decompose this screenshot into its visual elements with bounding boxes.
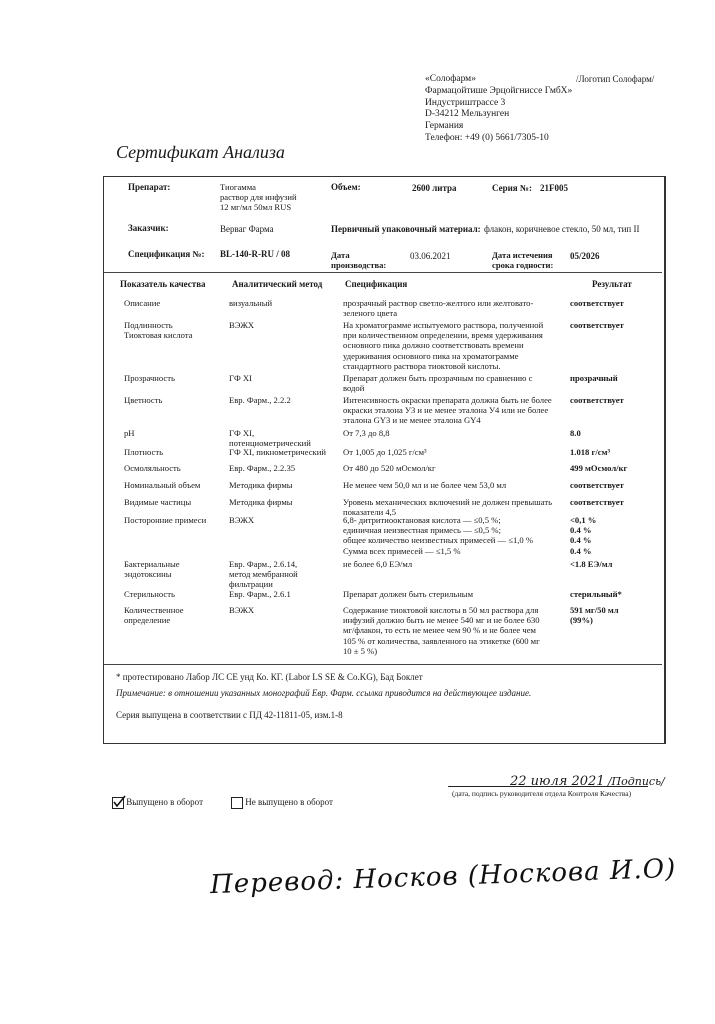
row-method <box>229 480 293 490</box>
row-result-line: соответствует <box>570 480 624 490</box>
row-result-line: 499 мОсмол/кг <box>570 463 628 473</box>
row-spec-line: общее количество неизвестных примесей — ≤1,0 % <box>343 535 534 546</box>
row-method-line: Евр. Фарм., 2.2.35 <box>229 463 296 473</box>
row-spec-line: мг/флакон, то есть не менее чем 90 % и не более чем <box>343 625 536 636</box>
row-method <box>229 497 293 507</box>
expiry-value: 05/2026 <box>570 251 600 261</box>
row-result <box>570 463 627 473</box>
row-spec-line: прозрачный раствор светло-желтого или желтовато- <box>343 298 534 308</box>
date-label: Дата производства: <box>331 250 387 271</box>
row-method-line: ВЭЖХ <box>229 320 255 330</box>
row-spec-line: не более 6,0 ЕЭ/мл <box>343 559 413 569</box>
row-indicator <box>124 298 160 308</box>
row-spec <box>343 463 568 473</box>
row-result-line: (99%) <box>570 615 593 626</box>
customer-label: Заказчик: <box>128 223 169 233</box>
row-indicator-line: Номинальный объем <box>124 480 201 490</box>
row-method <box>229 395 291 405</box>
not-released-checkbox[interactable] <box>231 797 243 809</box>
row-spec-line: Уровень механических включений не должен превышать <box>343 497 553 507</box>
row-spec-line: удерживания основного пика на хроматограмме <box>343 350 519 361</box>
row-result <box>570 515 596 556</box>
row-indicator <box>124 463 181 473</box>
row-spec <box>343 559 568 569</box>
row-method-line: Методика фирмы <box>229 497 293 507</box>
row-result <box>570 395 624 405</box>
footnote: * протестировано Лабор ЛС СЕ унд Ко. КГ. (Labor LS SE & Co.KG), Бад Боклет <box>116 672 423 682</box>
row-method <box>229 320 254 330</box>
signature-caption: (дата, подпись руководителя отдела Контроля Качества) <box>452 789 632 798</box>
row-spec-line: Препарат должен быть стерильным <box>343 589 474 599</box>
row-spec-line: 10 ± 5 %) <box>343 645 378 656</box>
row-method <box>229 559 298 590</box>
row-indicator <box>124 559 180 579</box>
row-result <box>570 559 612 569</box>
row-method <box>229 589 291 599</box>
row-indicator-line: Подлинность <box>124 320 173 330</box>
row-result <box>570 320 624 330</box>
series-label: Серия №: <box>492 183 532 193</box>
monograph-note: Примечание: в отношении указанных монографий Евр. Фарм. ссылка приводится на действующее издание. <box>116 688 532 698</box>
preparat-value <box>220 182 297 213</box>
customer-value: Верваг Фарма <box>220 224 274 234</box>
row-method-line: Евр. Фарм., 2.2.2 <box>229 395 291 405</box>
row-spec <box>343 447 568 457</box>
row-indicator-line: Описание <box>124 298 161 308</box>
row-result-line: 1.018 г/см³ <box>570 447 611 457</box>
row-indicator <box>124 428 135 438</box>
row-result-line: 0.4 % <box>570 525 592 536</box>
row-spec-line: На хроматограмме испытуемого раствора, полученной <box>343 320 544 330</box>
series-note: Серия выпущена в соответствии с ПД 42-11811-05, изм.1-8 <box>116 710 343 720</box>
released-checkbox[interactable] <box>112 797 124 809</box>
row-method <box>229 373 252 383</box>
company-line: Индустриштрассе 3 <box>425 97 506 108</box>
row-spec <box>343 298 568 318</box>
row-result <box>570 298 624 308</box>
table-bottom-rule <box>104 664 662 665</box>
row-result-line: 591 мг/50 мл <box>570 605 619 615</box>
row-spec-line: От 7,3 до 8,8 <box>343 428 390 438</box>
translator-handwriting: Перевод: Носков (Носкова И.О) <box>209 853 677 901</box>
row-method <box>229 515 254 525</box>
volume-value: 2600 литра <box>412 183 457 193</box>
row-spec <box>343 320 568 371</box>
row-method-line: ВЭЖХ <box>229 515 255 525</box>
preparat-line: Тиогамма <box>220 182 256 192</box>
row-spec-line: эталона GY3 и не менее эталона GY4 <box>343 415 481 426</box>
row-spec-line: инфузий должно быть не менее 540 мг и не более 630 <box>343 615 540 626</box>
row-spec-line: Сумма всех примесей — ≤1,5 % <box>343 545 461 556</box>
company-line: D-34212 Мельзунген <box>425 109 510 120</box>
row-indicator-line: Посторонние примеси <box>124 515 207 525</box>
row-method-line: Евр. Фарм., 2.6.14, <box>229 559 298 569</box>
row-indicator-line: Тиоктовая кислота <box>124 330 193 341</box>
row-spec <box>343 373 568 393</box>
row-method-line: потенциометрический <box>229 438 311 449</box>
row-result-line: соответствует <box>570 497 624 507</box>
header-result: Результат <box>592 279 632 289</box>
row-result <box>570 373 618 383</box>
spec-value: BL-140-R-RU / 08 <box>220 249 290 259</box>
company-address-block <box>425 74 572 145</box>
row-result-line: 8.0 <box>570 428 581 438</box>
packaging-value: флакон, коричневое стекло, 50 мл, тип II <box>484 224 640 234</box>
row-method-line: Методика фирмы <box>229 480 293 490</box>
row-indicator <box>124 320 193 340</box>
row-spec-line: показатели 4,5 <box>343 507 397 518</box>
row-indicator-line: эндотоксины <box>124 569 172 580</box>
row-spec-line: водой <box>343 383 365 394</box>
row-result-line: соответствует <box>570 320 624 330</box>
row-indicator-line: Цветность <box>124 395 163 405</box>
row-method-line: ВЭЖХ <box>229 605 255 615</box>
header-method: Аналитический метод <box>232 279 323 289</box>
row-indicator-line: определение <box>124 615 171 626</box>
row-result <box>570 428 581 438</box>
row-method <box>229 605 254 615</box>
row-method-line: визуальный <box>229 298 273 308</box>
row-spec-line: стандартного раствора тиоктовой кислоты. <box>343 360 501 371</box>
row-indicator-line: Количественное <box>124 605 184 615</box>
packaging-label: Первичный упаковочный материал: <box>331 224 481 234</box>
row-method <box>229 298 272 308</box>
row-result-line: прозрачный <box>570 373 618 383</box>
row-method-line: метод мембранной <box>229 569 298 580</box>
header-indicator: Показатель качества <box>120 279 206 289</box>
row-result-line: <1.8 ЕЭ/мл <box>570 559 613 569</box>
row-indicator-line: Бактериальные <box>124 559 180 569</box>
row-result-line: 0.4 % <box>570 535 592 546</box>
company-line: Германия <box>425 121 464 132</box>
row-spec <box>343 515 568 556</box>
row-indicator-line: Стерильность <box>124 589 175 599</box>
table-top-rule <box>104 272 662 273</box>
company-logo-placeholder: /Логотип Солофарм/ <box>576 74 655 84</box>
signature-line <box>448 786 648 787</box>
row-indicator <box>124 373 175 383</box>
row-method-line: ГФ XI <box>229 373 252 383</box>
row-indicator <box>124 480 200 490</box>
preparat-line: 12 мг/мл 50мл RUS <box>220 202 292 213</box>
row-result <box>570 497 624 507</box>
row-spec <box>343 395 568 426</box>
released-option[interactable] <box>112 797 203 809</box>
row-indicator <box>124 497 191 507</box>
row-method-line: ГФ XI, <box>229 428 255 438</box>
row-spec-line: при количественном определении, время удерживания <box>343 330 543 341</box>
row-result-line: <0,1 % <box>570 515 597 525</box>
row-spec-line: основного пика должно соответствовать времени <box>343 340 524 351</box>
row-result-line: 0.4 % <box>570 545 592 556</box>
row-method-line: Евр. Фарм., 2.6.1 <box>229 589 291 599</box>
row-spec <box>343 428 568 438</box>
released-label: Выпущено в оборот <box>126 797 204 808</box>
row-result <box>570 447 610 457</box>
series-value: 21F005 <box>540 183 568 193</box>
row-method <box>229 463 295 473</box>
volume-label: Объем: <box>331 182 361 192</box>
row-method-line: фильтрации <box>229 579 273 590</box>
preparat-label: Препарат: <box>128 182 171 192</box>
row-spec-line: зеленого цвета <box>343 308 398 319</box>
row-indicator <box>124 515 206 525</box>
company-line: Фармацойтише Эрцойгниссе ГмбХ» <box>425 85 573 96</box>
row-indicator <box>124 605 184 625</box>
not-released-label: Не выпущено в оборот <box>245 797 333 808</box>
row-spec <box>343 605 568 656</box>
row-spec-line: Содержание тиоктовой кислоты в 50 мл раствора для <box>343 605 539 615</box>
row-spec-line: Препарат должен быть прозрачным по сравнению с <box>343 373 533 383</box>
spec-label: Спецификация №: <box>128 249 205 259</box>
row-spec-line: От 480 до 520 мОсмол/кг <box>343 463 436 473</box>
check-icon <box>112 795 126 809</box>
row-indicator <box>124 447 163 457</box>
row-indicator-line: pH <box>124 428 135 438</box>
not-released-option[interactable] <box>231 797 333 809</box>
row-spec-line: От 1,005 до 1,025 г/см³ <box>343 447 427 457</box>
row-spec-line: единичная неизвестная примесь — ≤0,5 %; <box>343 525 501 536</box>
row-result <box>570 605 619 625</box>
row-spec-line: Интенсивность окраски препарата должна быть не более <box>343 395 552 405</box>
signature-date: 22 июля 2021 <box>510 774 605 789</box>
row-result-line: стерильный* <box>570 589 622 599</box>
row-indicator-line: Плотность <box>124 447 164 457</box>
row-result-line: соответствует <box>570 395 624 405</box>
row-method <box>229 428 311 448</box>
row-indicator-line: Прозрачность <box>124 373 175 383</box>
signature-label: /Подпись/ <box>607 775 665 788</box>
row-spec <box>343 589 568 599</box>
row-spec-line: 6,8- дитритиооктановая кислота — ≤0,5 %; <box>343 515 501 525</box>
row-spec <box>343 480 568 490</box>
company-line: Телефон: +49 (0) 5661/7305-10 <box>425 132 549 143</box>
row-indicator-line: Видимые частицы <box>124 497 192 507</box>
row-result <box>570 589 622 599</box>
document-title: Сертификат Анализа <box>116 142 285 162</box>
date-value: 03.06.2021 <box>410 251 451 261</box>
row-method-line: ГФ XI, пикнометрический <box>229 447 326 457</box>
row-spec-line: окраски эталона У3 и не менее эталона У4 или не более <box>343 405 549 416</box>
row-result-line: соответствует <box>570 298 624 308</box>
row-spec-line: Не менее чем 50,0 мл и не более чем 53,0 мл <box>343 480 507 490</box>
row-result <box>570 480 624 490</box>
row-indicator-line: Осмоляльность <box>124 463 181 473</box>
row-indicator <box>124 395 162 405</box>
header-spec: Спецификация <box>345 279 408 289</box>
row-spec-line: 105 % от количества, заявленного на этикетке (600 мг <box>343 635 540 646</box>
row-indicator <box>124 589 175 599</box>
preparat-line: раствор для инфузий <box>220 192 297 203</box>
expiry-label: Дата истечения срока годности: <box>492 250 554 271</box>
company-line: «Солофарм» <box>425 74 476 84</box>
row-method <box>229 447 326 457</box>
